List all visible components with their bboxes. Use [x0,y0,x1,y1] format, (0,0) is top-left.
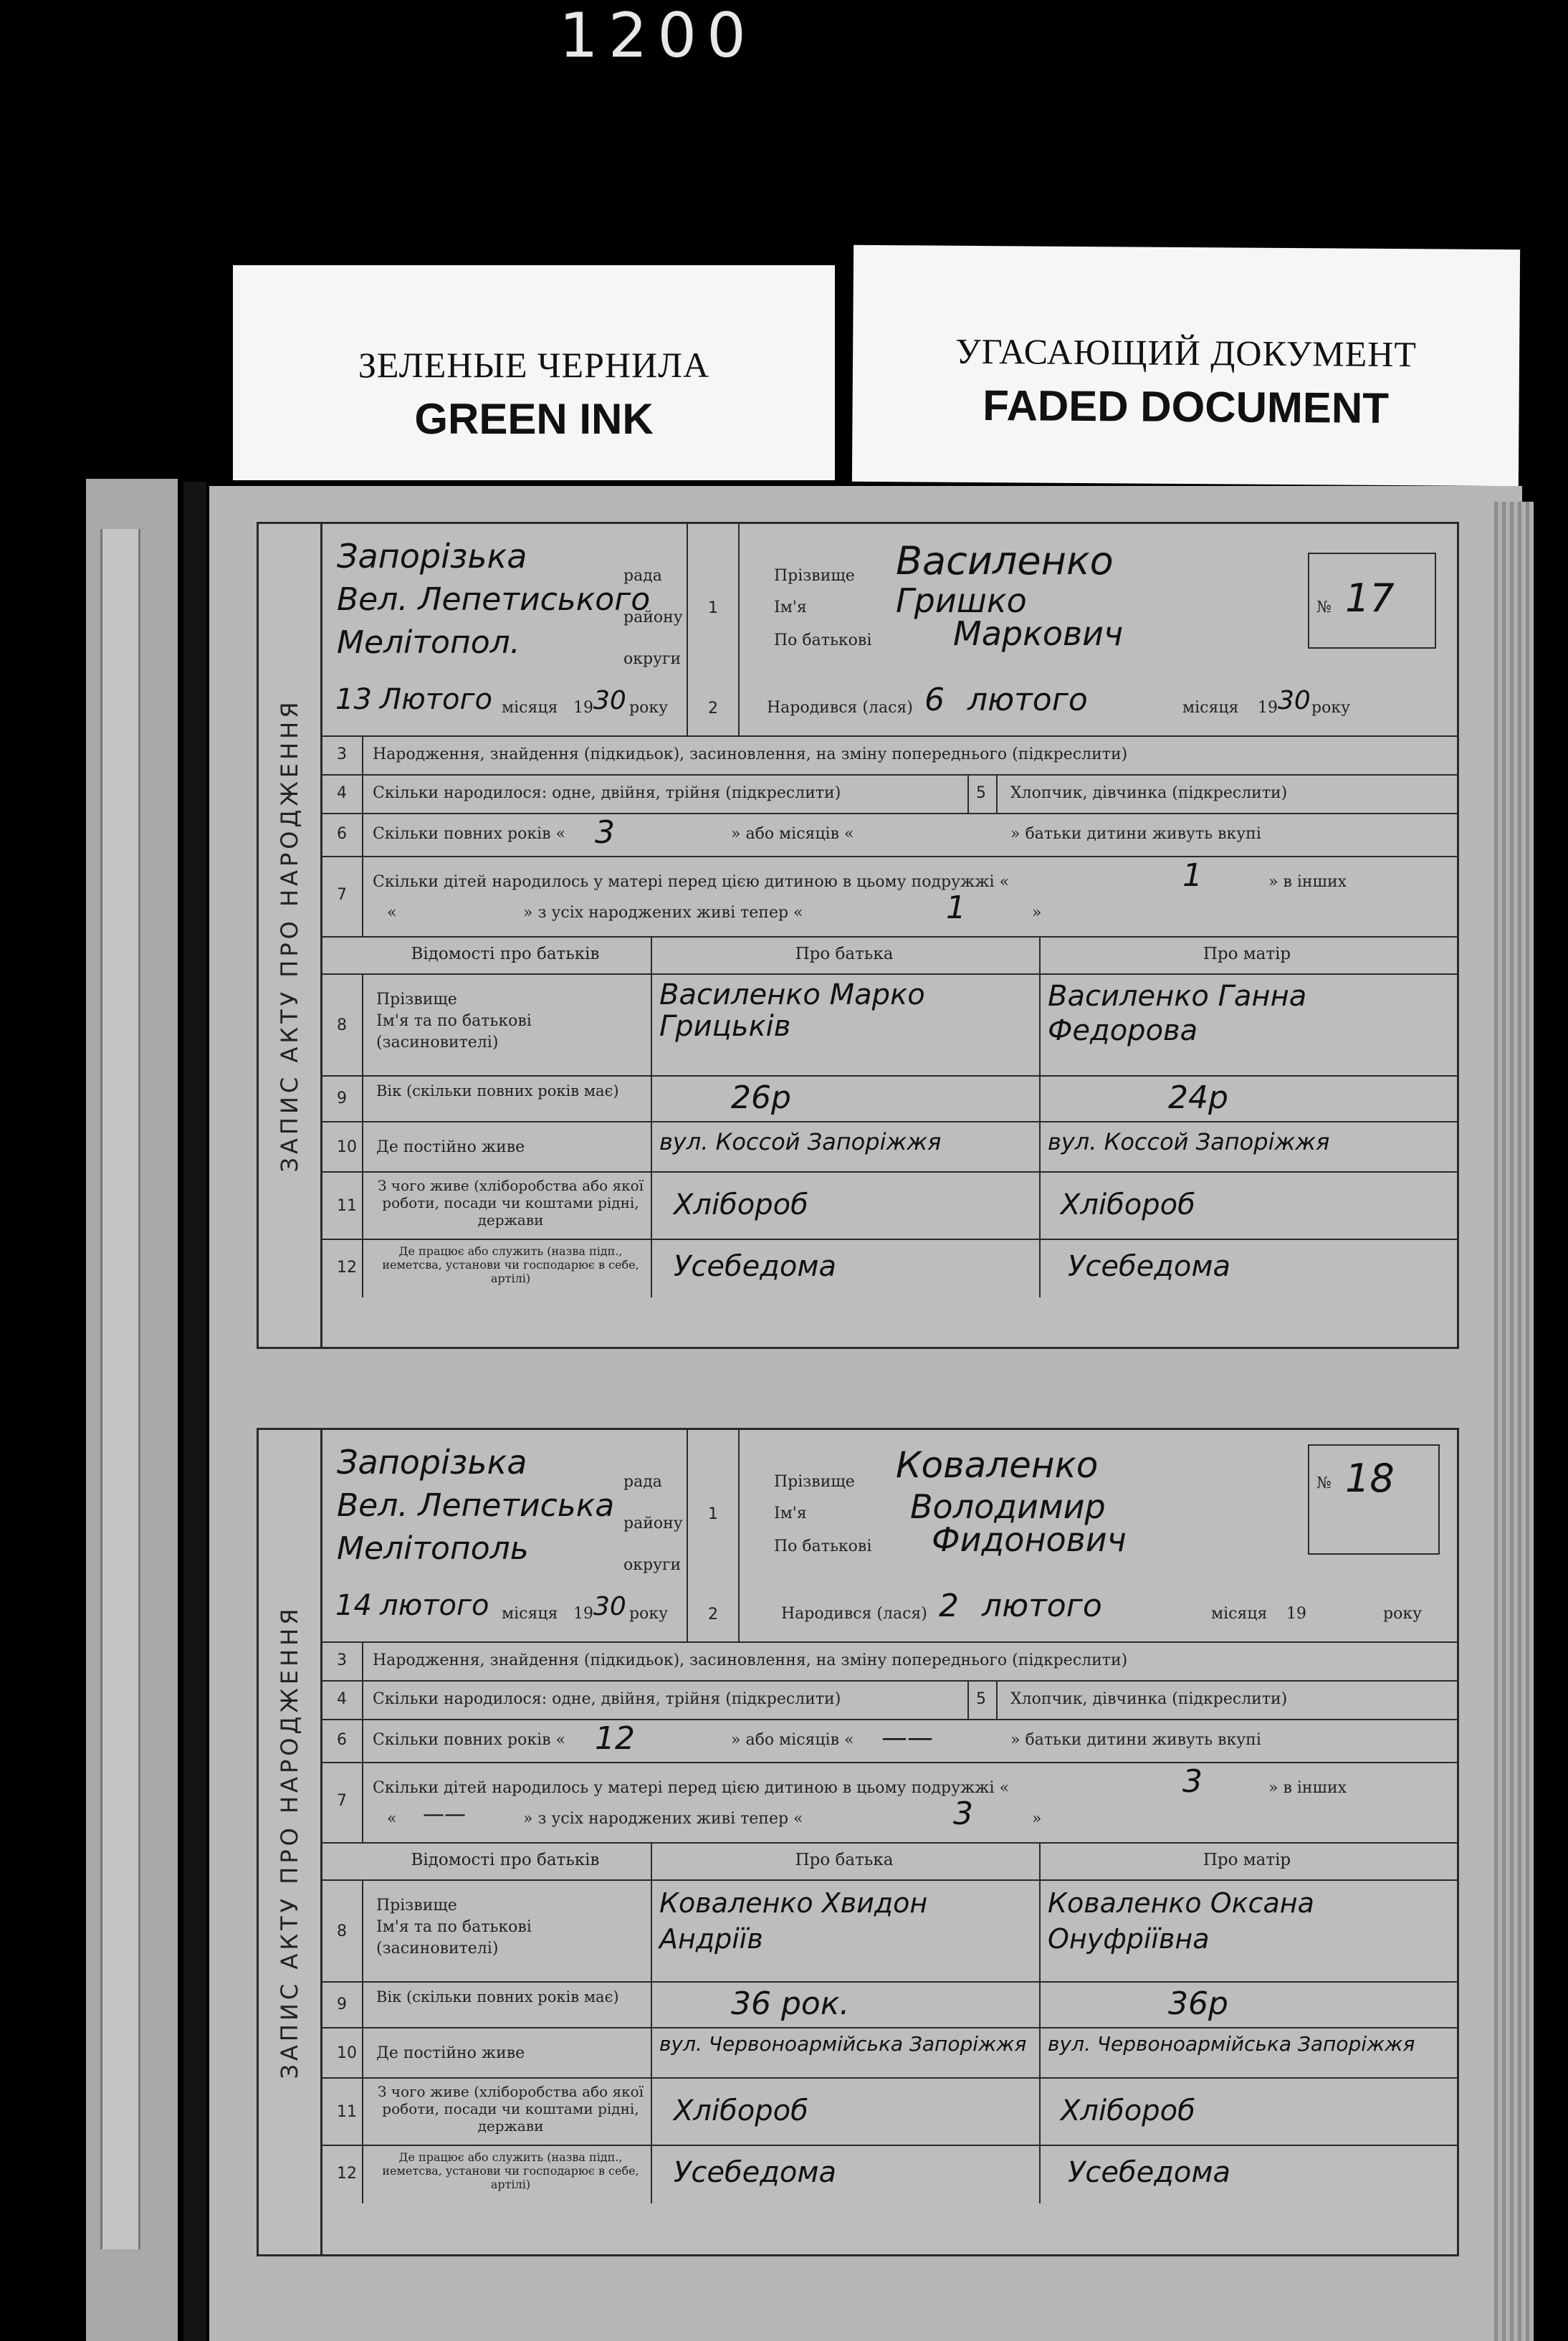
mother-age: 36р [1168,1985,1228,2022]
birth-month: лютого [982,1588,1102,1624]
row-number-10: 10 [337,1138,357,1156]
row-6-c: » батьки дитини живуть вкупі [1010,825,1261,843]
rayon-value: Вел. Лепетиського [337,581,651,618]
r8-label: Прізвище Ім'я та по батькові (засиновителі) [376,991,532,1052]
birth-day: 2 [939,1588,959,1624]
mother-name: Коваленко Оксана Онуфріївна [1048,1887,1314,1955]
col-mother: Про матір [1203,945,1291,963]
green-ink-label-ru: ЗЕЛЕНЫЕ ЧЕРНИЛА [358,345,710,385]
reg-roku-label: року [629,1605,669,1623]
divider [651,1122,652,1171]
side-title-text: ЗАПИС АКТУ ПРО НАРОДЖЕННЯ [276,1605,303,2079]
divider [1039,1077,1041,1121]
birth-misyatsia-label: місяця [1211,1605,1268,1623]
divider [362,1173,363,1239]
r12-label: Де працює або служить (назва підп., иеметсва, установи чи господарює в себе, артілі) [382,2150,639,2191]
row-number-4: 4 [337,784,347,802]
record-1-body [322,524,1457,1347]
row-5-text: Хлопчик, дівчинка (підкреслити) [1010,1690,1288,1708]
surname-label: Прізвище [774,1473,855,1491]
name-label: Ім'я [774,1505,807,1522]
children-before: 3 [1182,1763,1203,1800]
divider [362,1881,363,1981]
years-together: 3 [595,814,615,851]
birth-misyatsia-label: місяця [1182,699,1239,717]
patronymic-value: Фидонович [932,1520,1127,1559]
divider [996,776,998,813]
row-7-c: « [387,1810,397,1828]
row-7-e: » [1032,904,1042,922]
patronymic-value: Маркович [953,614,1124,653]
divider [362,975,363,1075]
father-work: Усебедома [674,1250,837,1283]
r10-label: Де постійно живе [376,2044,525,2062]
left-page [86,479,178,2341]
rayon-label: району [623,1515,683,1532]
father-age: 26р [731,1079,791,1116]
birth-label: Народився (лася) [781,1605,927,1623]
row-7-a: Скільки дітей народилось у матері перед цією дитиною в цьому подружжі « [373,1779,1010,1797]
row-8 [322,975,1457,1077]
okruh-value: Мелітопол. [337,624,520,661]
divider [362,737,363,774]
birth-label: Народився (лася) [767,699,913,717]
divider [651,1077,652,1121]
mother-work: Усебедома [1068,1250,1231,1283]
parents-header [322,1844,1457,1881]
divider [362,1983,363,2027]
record-2-header [322,1430,1457,1643]
birth-day: 6 [924,682,945,718]
row-7-b: » в інших [1268,873,1347,891]
divider [651,2028,652,2077]
rayon-label: району [623,609,683,626]
record-2-side-title [259,1430,322,2254]
children-other: —— [423,1802,466,1827]
divider [651,1881,652,1981]
divider [1039,1881,1041,1981]
row-number-9: 9 [337,1090,347,1107]
row-4-5 [322,776,1457,814]
children-alive: 3 [953,1796,973,1832]
row-7-d: » з усіх народжених живі тепер « [523,904,803,922]
birth-record-2 [257,1428,1459,2256]
number-label: № [1316,1474,1332,1492]
divider [362,776,363,813]
row-3-text: Народження, знайдення (підкидьок), засиновлення, на зміну попереднього (підкреслити) [373,745,1128,763]
okruh-label: округи [623,650,682,668]
father-age: 36 рок. [731,1985,850,2022]
divider [1039,2079,1041,2145]
divider [651,2079,652,2145]
row-7-c: « [387,904,397,922]
father-occupation: Хлібороб [674,2094,808,2127]
row-number-4: 4 [337,1690,347,1708]
divider [651,2146,652,2203]
divider [1039,2028,1041,2077]
reg-roku-label: року [629,699,669,717]
row-7 [322,1763,1457,1844]
col-father: Про батька [795,1851,894,1869]
birth-roku-label: року [1383,1605,1423,1623]
record-number: 17 [1345,576,1395,621]
row-3 [322,737,1457,776]
row-4-text: Скільки народилося: одне, двійня, трійня (підкреслити) [373,1690,841,1708]
row-6 [322,814,1457,857]
reg-year-prefix: 19 [573,1605,593,1623]
record-number: 18 [1345,1456,1395,1501]
rayon-value: Вел. Лепетиська [337,1487,615,1524]
birth-month: лютого [967,682,1088,718]
book-spine [183,482,206,2341]
r10-label: Де постійно живе [376,1138,525,1156]
row-6 [322,1720,1457,1763]
row-4-text: Скільки народилося: одне, двійня, трійня (підкреслити) [373,784,841,802]
col-mother: Про матір [1203,1851,1291,1869]
father-name: Коваленко Хвидон Андріїв [659,1887,928,1955]
row-number-7: 7 [337,886,347,904]
left-page-margin [100,529,140,2249]
faded-document-label [852,245,1520,486]
page-edges [1494,502,1534,2341]
parents-header [322,938,1457,975]
row-number-5: 5 [976,1690,986,1708]
row-9 [322,1983,1457,2028]
reg-year-prefix: 19 [573,699,593,717]
row-number-2: 2 [708,1606,718,1624]
mother-work: Усебедома [1068,2156,1231,2189]
surname-value: Коваленко [896,1444,1099,1486]
record-number-box [1308,553,1436,649]
r11-label: З чого живе (хліборобства або якої роботи, посади чи коштами рідні, держави [377,1177,644,1229]
record-1-header [322,524,1457,737]
children-before: 1 [1182,857,1203,894]
mother-residence: вул. Червоноармійська Запоріжжя [1048,2032,1415,2056]
row-number-12: 12 [337,1259,357,1277]
row-11 [322,2079,1457,2146]
divider [1039,1240,1041,1297]
divider [362,2028,363,2077]
row-number-7: 7 [337,1792,347,1810]
months-together: —— [881,1723,933,1753]
row-number-1: 1 [708,599,718,617]
row-number-11: 11 [337,1197,357,1215]
name-label: Ім'я [774,599,807,616]
divider [362,1763,363,1842]
divider [738,524,740,735]
row-6-a: Скільки повних років « [373,1731,565,1749]
reg-misyatsia-label: місяця [502,1605,558,1623]
row-6-b: » або місяців « [731,1731,854,1749]
father-residence: вул. Червоноармійська Запоріжжя [659,2032,1027,2056]
divider [1039,1122,1041,1171]
record-number-box [1308,1444,1440,1555]
row-number-8: 8 [337,1016,347,1034]
divider [362,1643,363,1680]
years-together: 12 [595,1720,635,1757]
row-6-b: » або місяців « [731,825,854,843]
row-11 [322,1173,1457,1240]
row-7-d: » з усіх народжених живі тепер « [523,1810,803,1828]
row-9 [322,1077,1457,1122]
reg-misyatsia-label: місяця [502,699,558,717]
col-info: Відомості про батьків [411,1851,600,1869]
row-7 [322,857,1457,938]
patronymic-label: По батькові [774,1537,872,1555]
divider [687,1430,688,1641]
green-ink-label-en: GREEN INK [414,395,654,443]
side-title-text: ЗАПИС АКТУ ПРО НАРОДЖЕННЯ [276,698,303,1173]
father-occupation: Хлібороб [674,1188,808,1221]
mother-residence: вул. Коссой Запоріжжя [1048,1128,1330,1155]
col-info: Відомості про батьків [411,945,600,963]
rada-label: рада [623,1473,662,1491]
mother-occupation: Хлібороб [1061,1188,1195,1221]
number-label: № [1316,599,1332,616]
father-work: Усебедома [674,2156,837,2189]
reg-month: лютого [380,1589,489,1622]
birth-year-prefix: 19 [1258,699,1278,717]
birth-record-1 [257,522,1459,1349]
row-number-3: 3 [337,1651,347,1669]
rada-label: рада [623,567,662,585]
record-1-side-title [259,524,322,1347]
okruh-value: Мелітополь [337,1530,529,1567]
r8-label: Прізвище Ім'я та по батькові (засиновителі) [376,1897,532,1958]
faded-document-label-ru: УГАСАЮЩИЙ ДОКУМЕНТ [955,330,1418,375]
divider [362,2079,363,2145]
row-7-e: » [1032,1810,1042,1828]
divider [362,2146,363,2203]
children-alive: 1 [946,890,966,926]
divider [738,1430,740,1641]
rada-value: Запорізька [337,1443,527,1482]
divider [1039,2146,1041,2203]
row-4-5 [322,1682,1457,1720]
row-10 [322,2028,1457,2079]
row-number-2: 2 [708,700,718,717]
r12-label: Де працює або служить (назва підп., иеметсва, установи чи господарює в себе, артілі) [382,1244,639,1285]
reg-year: 30 [593,1592,626,1621]
row-6-a: Скільки повних років « [373,825,565,843]
divider [362,814,363,856]
reg-day: 14 [335,1589,372,1622]
patronymic-label: По батькові [774,631,872,649]
row-number-6: 6 [337,825,347,843]
col-father: Про батька [795,945,894,963]
reg-month: Лютого [380,683,493,716]
row-number-3: 3 [337,745,347,763]
okruh-label: округи [623,1556,682,1574]
birth-year-prefix: 19 [1286,1605,1306,1623]
row-12 [322,2146,1457,2203]
row-number-5: 5 [976,784,986,802]
row-12 [322,1240,1457,1297]
reg-day: 13 [335,683,372,716]
r9-label: Вік (скільки повних років має) [376,1082,619,1100]
row-number-6: 6 [337,1731,347,1749]
divider [967,776,969,813]
divider [651,975,652,1075]
divider [687,524,688,735]
birth-year: 30 [1278,686,1311,715]
divider [996,1682,998,1719]
name-value: Володимир [910,1487,1106,1526]
divider [651,1173,652,1239]
surname-value: Василенко [896,538,1114,583]
r11-label: З чого живе (хліборобства або якої роботи, посади чи коштами рідні, держави [377,2083,644,2135]
name-value: Гришко [896,581,1027,620]
birth-roku-label: року [1311,699,1351,717]
frame-number: 1200 [559,0,756,72]
row-number-9: 9 [337,1996,347,2013]
row-3 [322,1643,1457,1682]
row-number-1: 1 [708,1505,718,1523]
record-2-body [322,1430,1457,2254]
divider [362,1077,363,1121]
divider [362,1240,363,1297]
divider [967,1682,969,1719]
row-7-b: » в інших [1268,1779,1347,1797]
faded-document-label-en: FADED DOCUMENT [983,381,1390,432]
reg-year: 30 [593,686,626,715]
row-3-text: Народження, знайдення (підкидьок), засиновлення, на зміну попереднього (підкреслити) [373,1651,1128,1669]
divider [362,857,363,936]
row-10 [322,1122,1457,1173]
divider [362,1682,363,1719]
row-number-11: 11 [337,2103,357,2121]
row-6-c: » батьки дитини живуть вкупі [1010,1731,1261,1749]
divider [362,1122,363,1171]
row-8 [322,1881,1457,1983]
divider [651,1240,652,1297]
mother-name: Василенко Ганна Федорова [1048,980,1307,1047]
divider [1039,1983,1041,2027]
rada-value: Запорізька [337,537,527,576]
divider [1039,975,1041,1075]
green-ink-label [233,265,835,480]
row-5-text: Хлопчик, дівчинка (підкреслити) [1010,784,1288,802]
r9-label: Вік (скільки повних років має) [376,1988,619,2006]
father-residence: вул. Коссой Запоріжжя [659,1128,942,1155]
father-name: Василенко Марко Грицьків [659,978,925,1043]
divider [651,1983,652,2027]
divider [1039,1173,1041,1239]
mother-occupation: Хлібороб [1061,2094,1195,2127]
row-number-12: 12 [337,2165,357,2183]
row-number-8: 8 [337,1922,347,1940]
divider [362,1720,363,1762]
row-7-a: Скільки дітей народилось у матері перед цією дитиною в цьому подружжі « [373,873,1010,891]
row-number-10: 10 [337,2044,357,2062]
surname-label: Прізвище [774,567,855,585]
mother-age: 24р [1168,1079,1228,1116]
